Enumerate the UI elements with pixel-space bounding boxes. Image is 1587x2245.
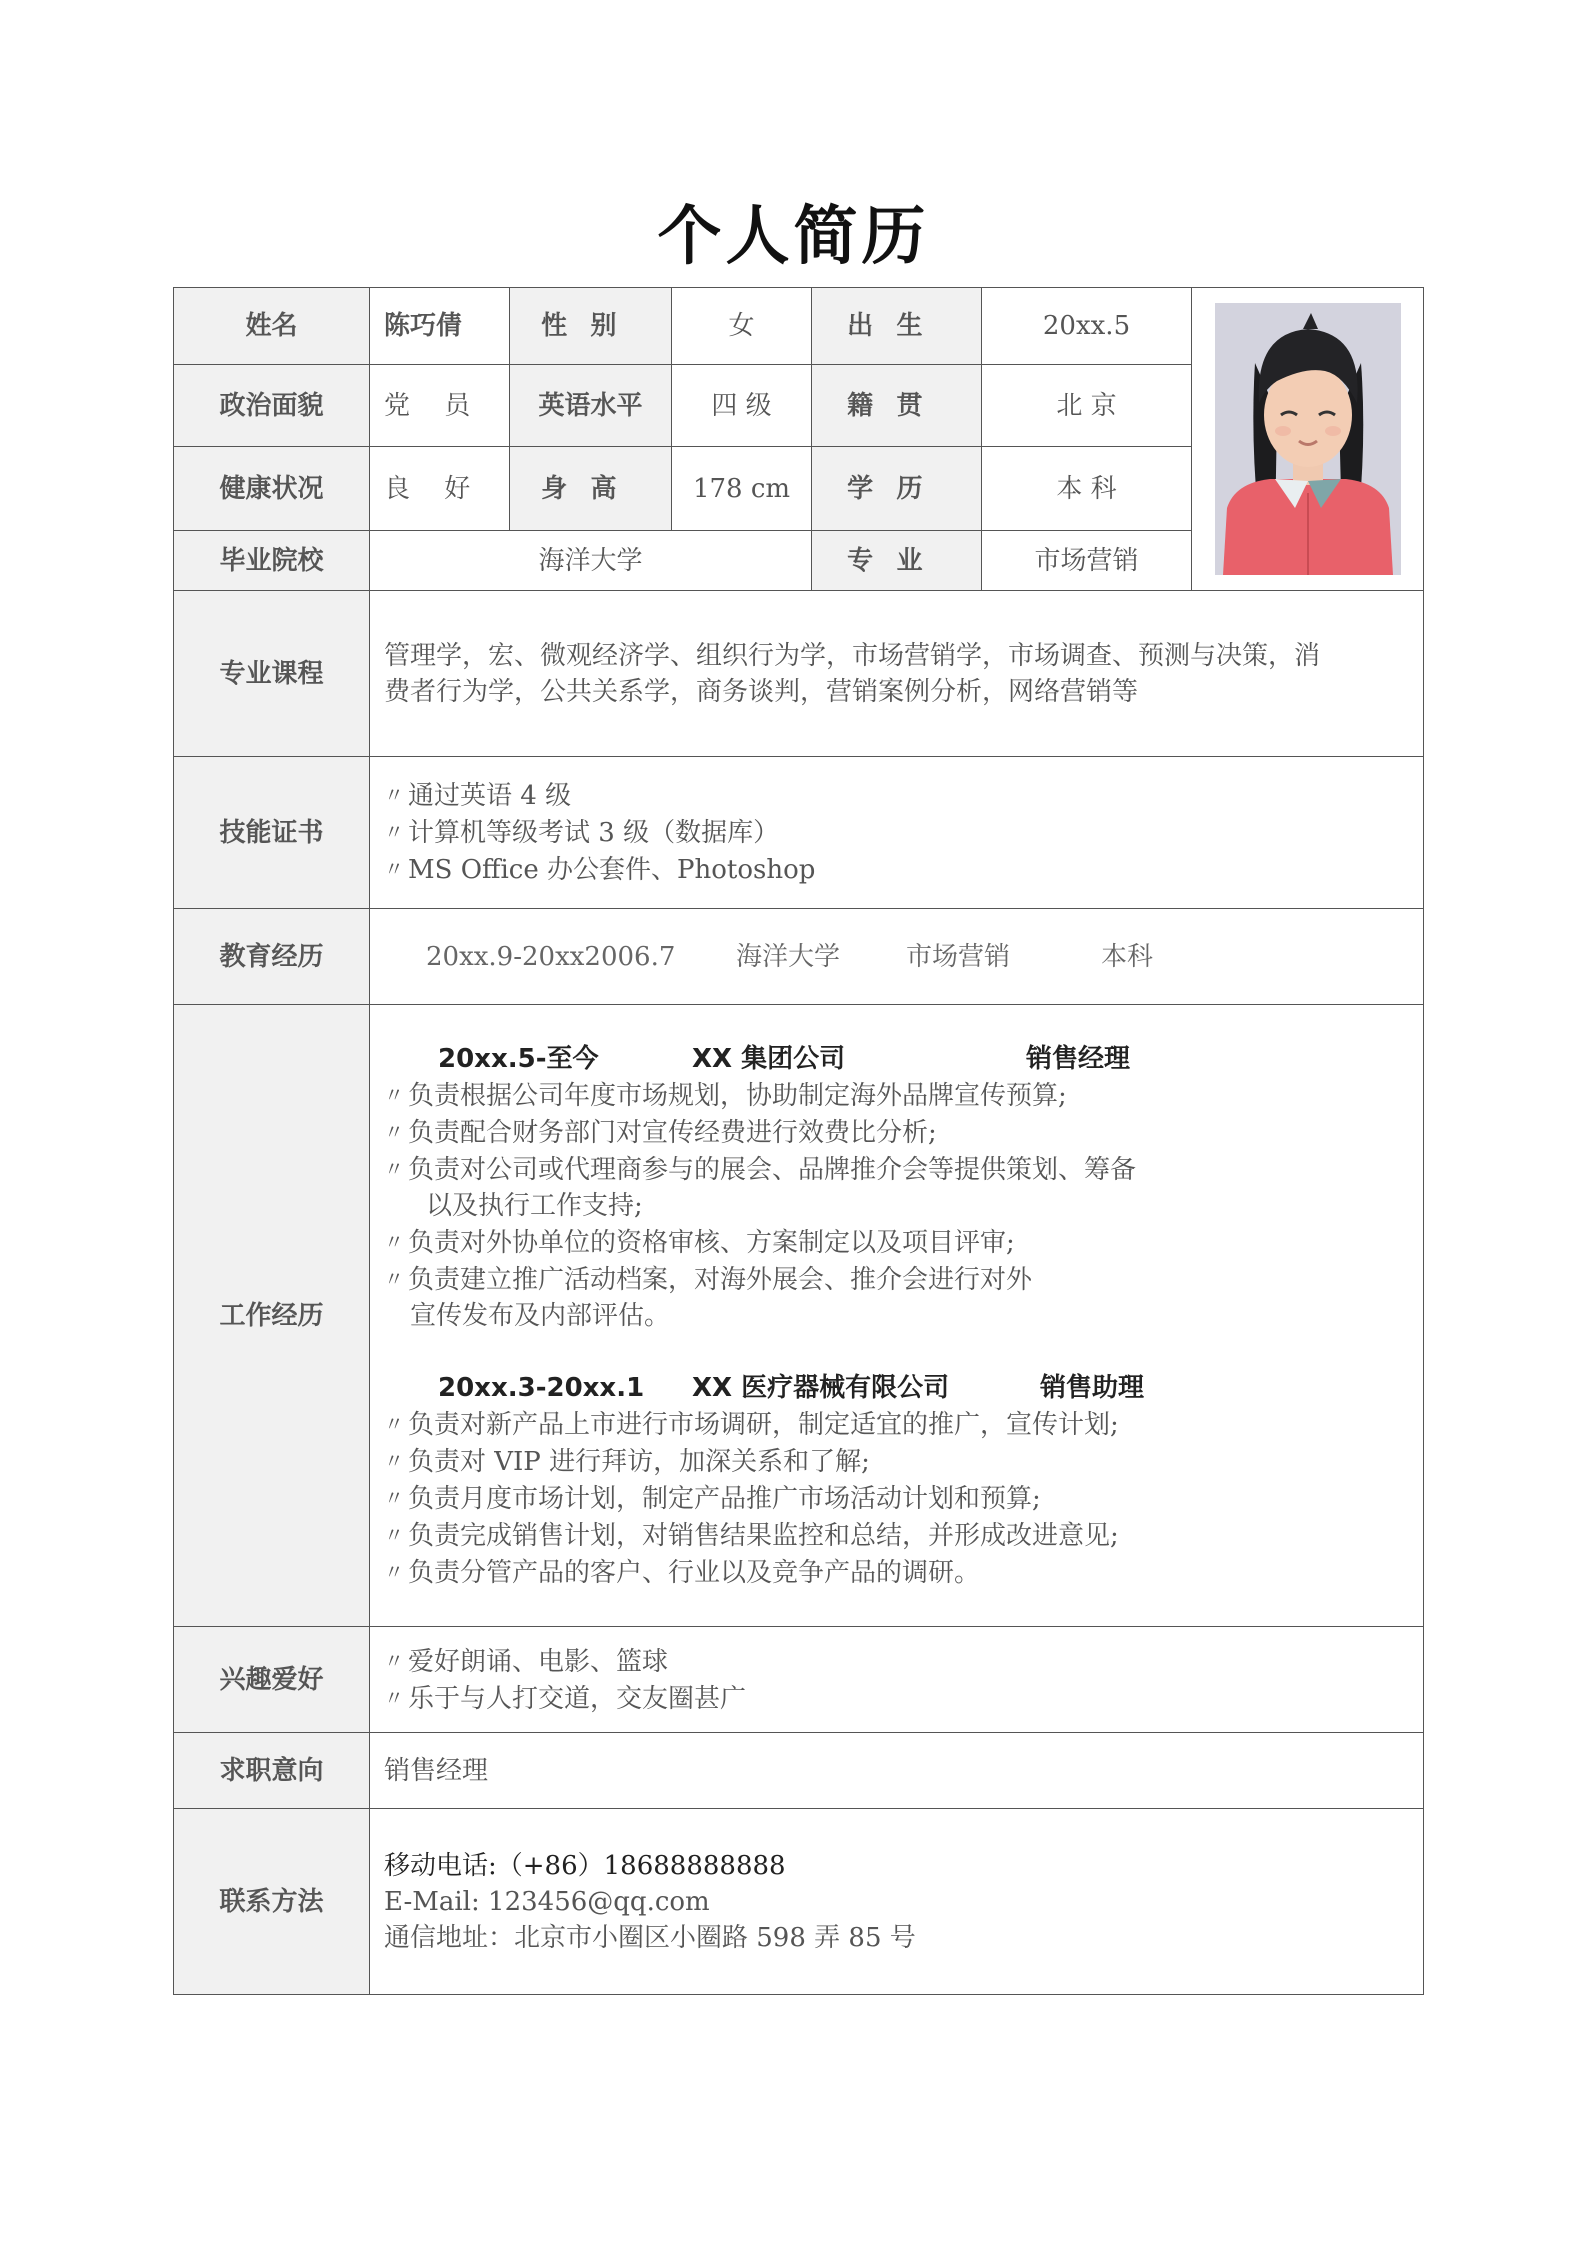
- label-hobbies: 兴趣爱好: [174, 1627, 370, 1733]
- duty-item-continued: 以及执行工作支持;: [426, 1190, 643, 1221]
- row-contact: [174, 1809, 1424, 1995]
- duty-item: 〃 负责对公司或代理商参与的展会、品牌推介会等提供策划、筹备: [384, 1151, 1409, 1188]
- duty-item: 〃 负责月度市场计划，制定产品推广市场活动计划和预算;: [384, 1480, 1409, 1517]
- job-period: 20xx.3-20xx.1: [438, 1372, 645, 1403]
- contact-address: 通信地址：北京市小圈区小圈路 598 弄 85 号: [384, 1922, 916, 1953]
- value-health: 良 好: [370, 447, 510, 531]
- row-intention: [174, 1733, 1424, 1809]
- resume-table: [173, 287, 1424, 1995]
- label-english: 英语水平: [510, 365, 672, 447]
- value-gender: 女: [672, 288, 812, 365]
- duty-item: 〃 负责配合财务部门对宣传经费进行效费比分析;: [384, 1114, 1409, 1151]
- label-birth: 出生: [812, 288, 982, 365]
- duty-item-continued: 宣传发布及内部评估。: [410, 1300, 671, 1331]
- value-politics: 党 员: [370, 365, 510, 447]
- label-work: 工作经历: [174, 1005, 370, 1627]
- contact-email[interactable]: E-Mail: 123456@qq.com: [384, 1886, 710, 1917]
- duty-item: 〃 负责建立推广活动档案，对海外展会、推介会进行对外: [384, 1261, 1409, 1298]
- edu-major: 市场营销: [906, 941, 1011, 972]
- row-work: [174, 1005, 1424, 1627]
- value-skills: [370, 757, 1424, 909]
- edu-degree: 本科: [1101, 941, 1154, 972]
- avatar-girl-icon: [1215, 303, 1401, 575]
- value-major: 市场营销: [982, 531, 1192, 591]
- value-degree: 本 科: [982, 447, 1192, 531]
- label-degree: 学历: [812, 447, 982, 531]
- job-header: [384, 1370, 1409, 1406]
- value-contact: [370, 1809, 1424, 1995]
- value-name: 陈巧倩: [370, 288, 510, 365]
- contact-phone: 移动电话:（+86）18688888888: [384, 1850, 786, 1881]
- duty-item: 〃 负责完成销售计划，对销售结果监控和总结，并形成改进意见;: [384, 1517, 1409, 1554]
- label-origin: 籍贯: [812, 365, 982, 447]
- job-period: 20xx.5-至今: [438, 1043, 599, 1074]
- value-education: [370, 909, 1424, 1005]
- label-height: 身高: [510, 447, 672, 531]
- label-contact: 联系方法: [174, 1809, 370, 1995]
- value-work: [370, 1005, 1424, 1627]
- value-origin: 北 京: [982, 365, 1192, 447]
- edu-period: 20xx.9-20xx2006.7: [426, 941, 676, 972]
- hobby-item: 〃 乐于与人打交道，交友圈甚广: [384, 1680, 1409, 1717]
- value-intention: 销售经理: [370, 1733, 1424, 1809]
- row-skills: [174, 757, 1424, 909]
- label-skills: 技能证书: [174, 757, 370, 909]
- job-title: 销售经理: [1026, 1043, 1131, 1074]
- duty-item: 〃 负责对 VIP 进行拜访，加深关系和了解;: [384, 1443, 1409, 1480]
- value-english: 四 级: [672, 365, 812, 447]
- duty-item: 〃 负责根据公司年度市场规划，协助制定海外品牌宣传预算;: [384, 1077, 1409, 1114]
- label-courses: 专业课程: [174, 591, 370, 757]
- duty-item: 〃 负责对新产品上市进行市场调研，制定适宜的推广，宣传计划;: [384, 1406, 1409, 1443]
- row-name: [174, 288, 1424, 365]
- value-height: 178 cm: [672, 447, 812, 531]
- row-courses: [174, 591, 1424, 757]
- duty-item: 〃 负责分管产品的客户、行业以及竞争产品的调研。: [384, 1554, 1409, 1591]
- label-gender: 性别: [510, 288, 672, 365]
- row-education: [174, 909, 1424, 1005]
- courses-line: 管理学，宏、微观经济学、组织行为学，市场营销学，市场调查、预测与决策，消: [384, 640, 1321, 671]
- skill-item: 〃 MS Office 办公套件、Photoshop: [384, 851, 1409, 888]
- row-hobbies: [174, 1627, 1424, 1733]
- courses-line: 费者行为学，公共关系学，商务谈判，营销案例分析，网络营销等: [384, 676, 1139, 707]
- label-school: 毕业院校: [174, 531, 370, 591]
- hobby-item: 〃 爱好朗诵、电影、篮球: [384, 1643, 1409, 1680]
- value-school: 海洋大学: [370, 531, 812, 591]
- duty-item: 〃 负责对外协单位的资格审核、方案制定以及项目评审;: [384, 1224, 1409, 1261]
- skill-item: 〃 计算机等级考试 3 级（数据库）: [384, 814, 1409, 851]
- job-header: [384, 1041, 1409, 1077]
- job-title: 销售助理: [1040, 1372, 1145, 1403]
- label-politics: 政治面貌: [174, 365, 370, 447]
- label-intention: 求职意向: [174, 1733, 370, 1809]
- label-education: 教育经历: [174, 909, 370, 1005]
- job-company: XX 集团公司: [692, 1043, 846, 1074]
- label-health: 健康状况: [174, 447, 370, 531]
- value-courses: [370, 591, 1424, 757]
- page-title: 个人简历: [657, 199, 930, 274]
- photo-cell: [1192, 288, 1424, 591]
- value-hobbies: [370, 1627, 1424, 1733]
- label-major: 专业: [812, 531, 982, 591]
- value-birth: 20xx.5: [982, 288, 1192, 365]
- label-name: 姓名: [174, 288, 370, 365]
- skill-item: 〃 通过英语 4 级: [384, 777, 1409, 814]
- edu-school: 海洋大学: [736, 941, 841, 972]
- job-company: XX 医疗器械有限公司: [692, 1372, 950, 1403]
